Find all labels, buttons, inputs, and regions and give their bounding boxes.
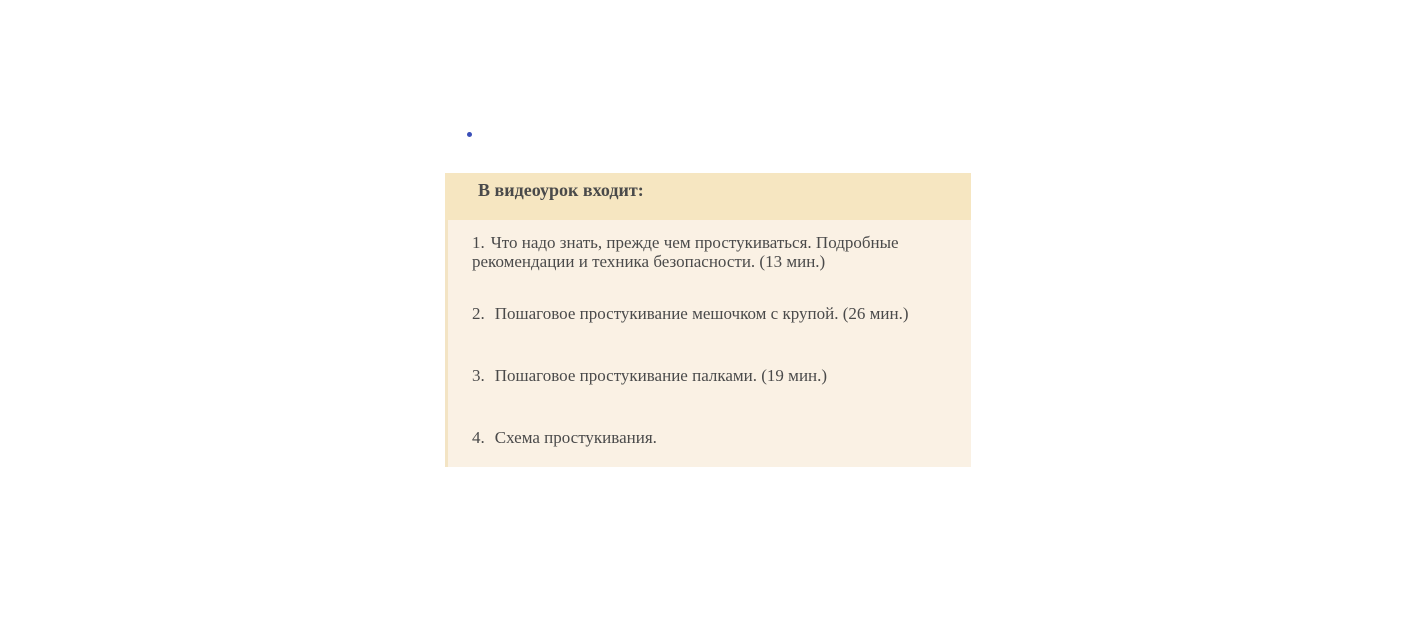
lesson-item-number: 2. (472, 304, 485, 323)
lesson-item-text: Схема простукивания. (494, 428, 657, 447)
list-bullet-dot (467, 132, 472, 137)
lesson-item-1 (472, 233, 952, 271)
lesson-contents-panel (445, 173, 971, 467)
lesson-item-2 (472, 304, 908, 323)
lesson-item-3 (472, 366, 827, 385)
lesson-item-number: 1. (472, 233, 485, 252)
lesson-item-text: Пошаговое простукивание мешочком с крупой. (26 мин.) (494, 304, 909, 323)
lesson-item-text: Пошаговое простукивание палками. (19 мин.) (494, 366, 828, 385)
lesson-item-4 (472, 428, 657, 447)
lesson-item-text: Что надо знать, прежде чем простукиваться. Подробные рекомендации и техника безопасности. (13 мин.) (472, 233, 899, 271)
lesson-contents-title: В видеоурок входит: (445, 173, 971, 220)
lesson-item-number: 3. (472, 366, 485, 385)
lesson-item-number: 4. (472, 428, 485, 447)
